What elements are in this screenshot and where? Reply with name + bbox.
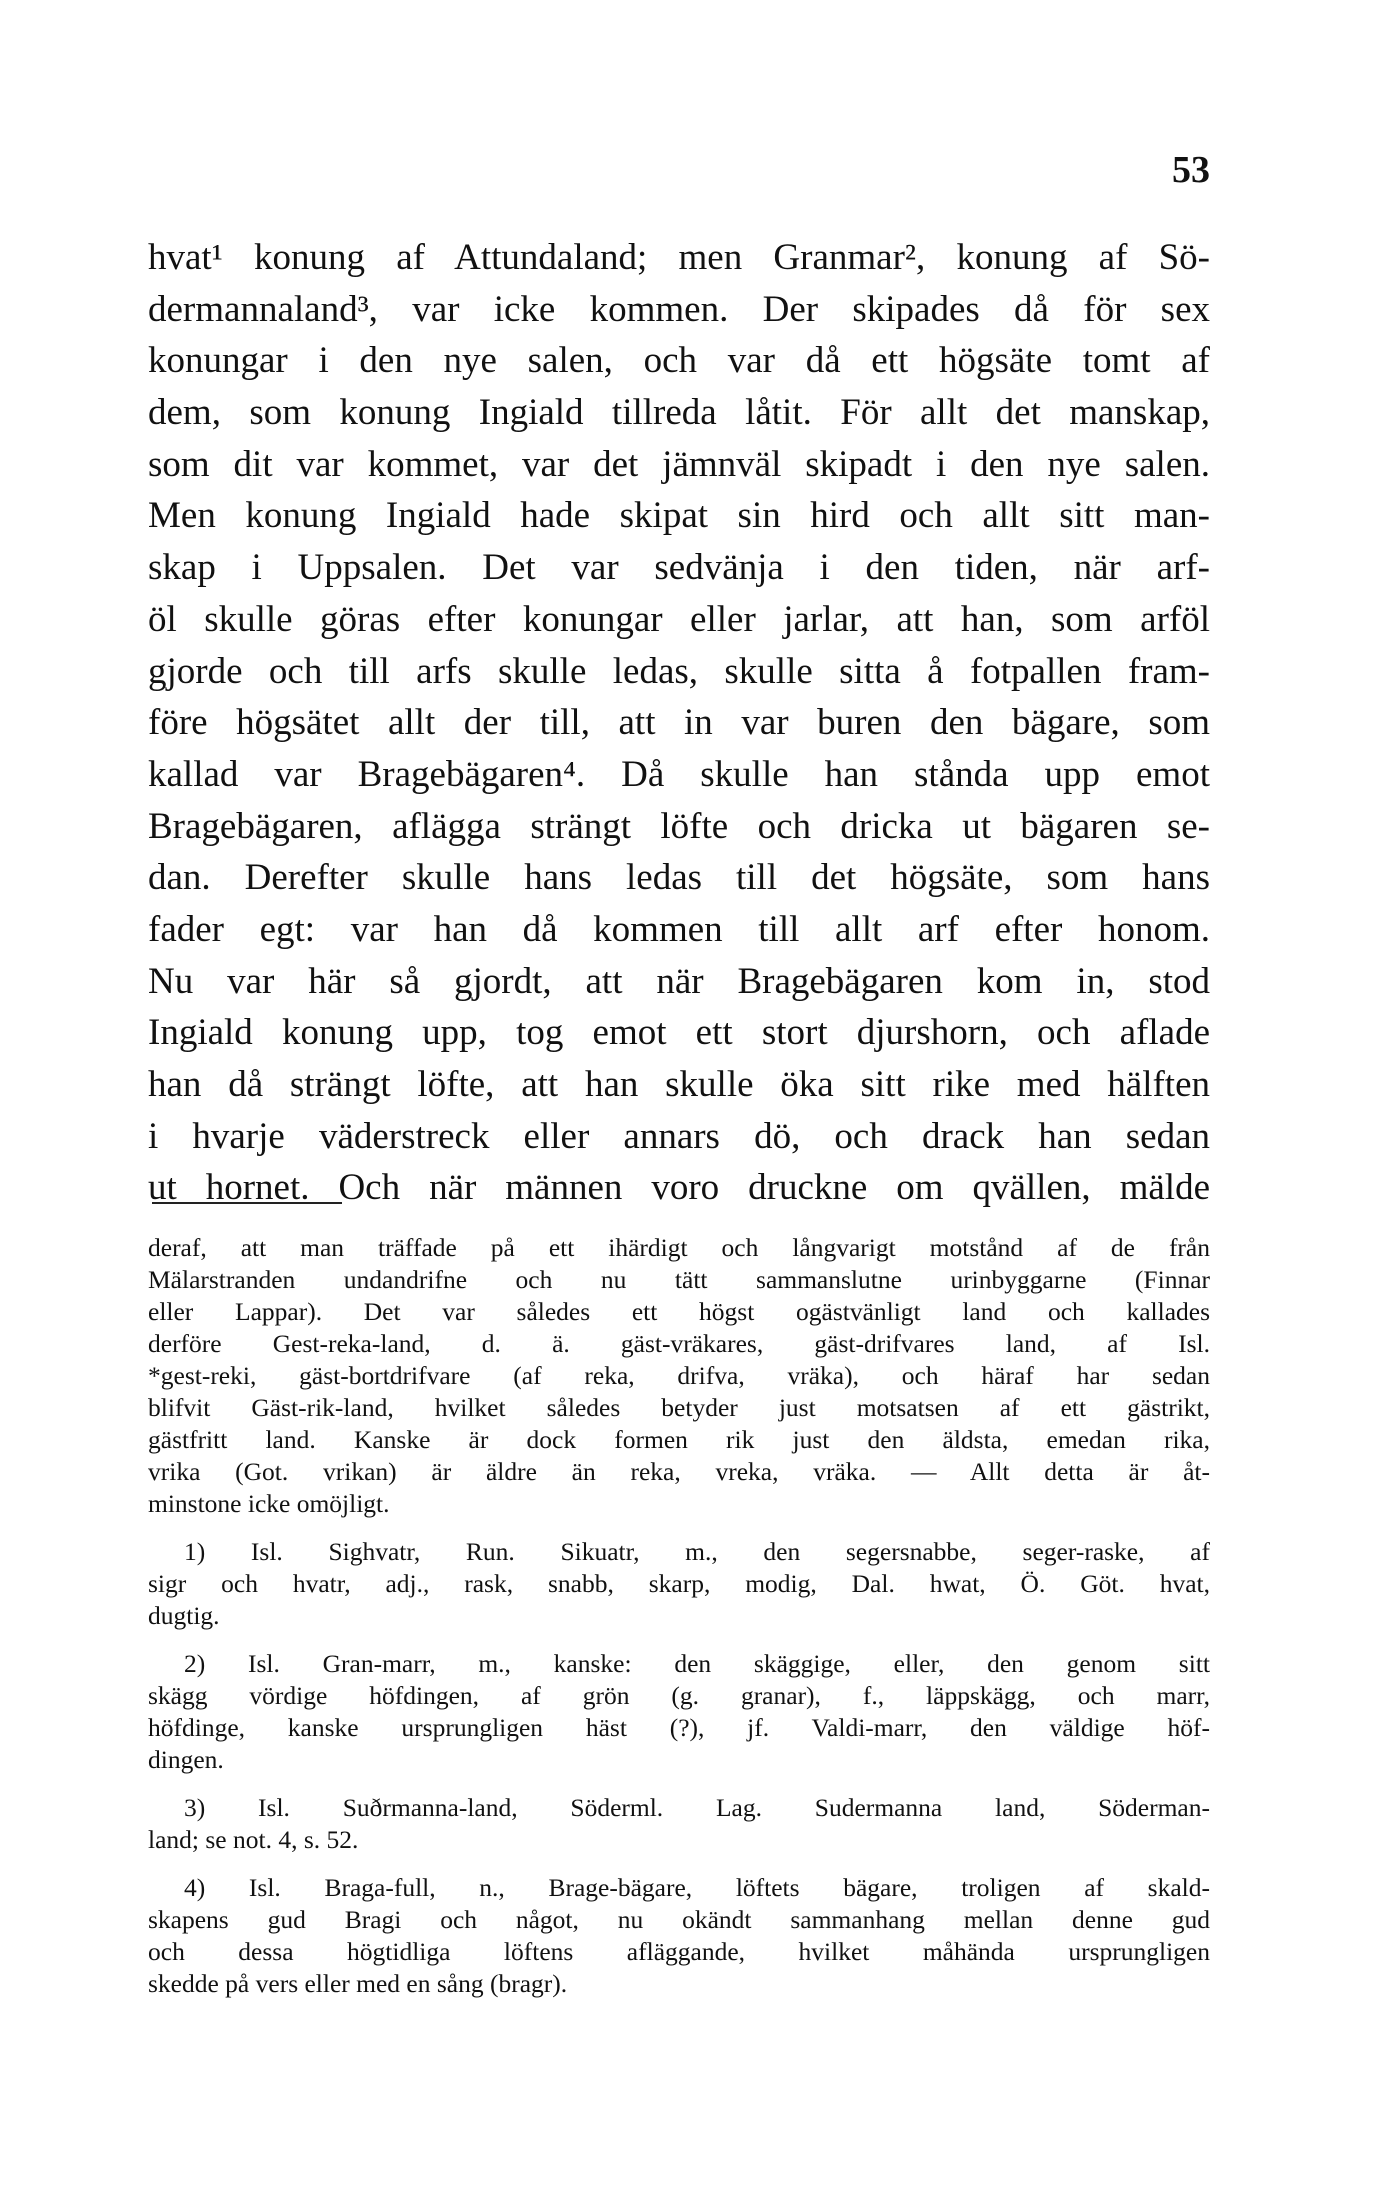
note-line: 2) Isl. Gran-marr, m., kanske: den skäggige, eller, den genom sitt bbox=[184, 1649, 1210, 1678]
note-line: minstone icke omöjligt. bbox=[148, 1489, 390, 1518]
page-number: 53 bbox=[1172, 149, 1210, 191]
text-line: fader egt: var han då kommen till allt arf efter honom. bbox=[148, 908, 1210, 950]
text-line: dermannaland³, var icke kommen. Der skipades då för sex bbox=[148, 288, 1210, 330]
text-line: Bragebägaren, aflägga strängt löfte och dricka ut bägaren se- bbox=[148, 805, 1210, 847]
note-line: eller Lappar). Det var således ett högst ogästvänligt land och kallades bbox=[148, 1297, 1210, 1326]
footnote-2 bbox=[148, 1648, 1210, 1776]
text-line: Men konung Ingiald hade skipat sin hird och allt sitt man- bbox=[148, 495, 1210, 537]
text-line: som dit var kommet, var det jämnväl skipadt i den nye salen. bbox=[148, 443, 1210, 485]
footnote-4 bbox=[148, 1872, 1210, 2000]
note-line: gästfritt land. Kanske är dock formen rik just den äldsta, emedan rika, bbox=[148, 1425, 1210, 1454]
note-line: dugtig. bbox=[148, 1601, 220, 1630]
note-line: *gest-reki, gäst-bortdrifvare (af reka, drifva, vräka), och häraf har sedan bbox=[148, 1361, 1210, 1390]
text-line: dem, som konung Ingiald tillreda låtit. För allt det manskap, bbox=[148, 392, 1210, 434]
note-line: sigr och hvatr, adj., rask, snabb, skarp, modig, Dal. hwat, Ö. Göt. hvat, bbox=[148, 1569, 1210, 1598]
note-line: höfdinge, kanske ursprungligen häst (?), jf. Valdi-marr, den väldige höf- bbox=[148, 1713, 1210, 1742]
note-line: vrika (Got. vrikan) är äldre än reka, vreka, vräka. — Allt detta är åt- bbox=[148, 1457, 1210, 1486]
text-line: i hvarje väderstreck eller annars dö, och drack han sedan bbox=[148, 1115, 1210, 1157]
text-line: Nu var här så gjordt, att när Bragebägaren kom in, stod bbox=[148, 960, 1210, 1002]
main-text bbox=[148, 232, 1210, 1214]
note-line: 1) Isl. Sighvatr, Run. Sikuatr, m., den segersnabbe, seger-raske, af bbox=[184, 1537, 1210, 1566]
footnote-1 bbox=[148, 1536, 1210, 1632]
footnotes-section bbox=[148, 1232, 1210, 2000]
footnote-divider bbox=[152, 1202, 342, 1204]
text-line: han då strängt löfte, att han skulle öka sitt rike med hälften bbox=[148, 1064, 1210, 1105]
note-line: 3) Isl. Suðrmanna-land, Söderml. Lag. Sudermanna land, Söderman- bbox=[184, 1793, 1210, 1822]
note-line: och dessa högtidliga löftens afläggande, hvilket måhända ursprungligen bbox=[148, 1937, 1210, 1966]
note-line: derföre Gest-reka-land, d. ä. gäst-vräkares, gäst-drifvares land, af Isl. bbox=[148, 1329, 1210, 1358]
note-line: skapens gud Bragi och något, nu okändt sammanhang mellan denne gud bbox=[148, 1905, 1210, 1934]
note-line: land; se not. 4, s. 52. bbox=[148, 1825, 359, 1854]
note-line: Mälarstranden undandrifne och nu tätt sammanslutne urinbyggarne (Finnar bbox=[148, 1265, 1210, 1294]
text-line: dan. Derefter skulle hans ledas till det högsäte, som hans bbox=[148, 857, 1210, 899]
book-page bbox=[148, 0, 1210, 2188]
text-line: kallad var Bragebägaren⁴. Då skulle han stånda upp emot bbox=[148, 753, 1210, 795]
footnote-3 bbox=[148, 1792, 1210, 1856]
text-line: gjorde och till arfs skulle ledas, skulle sitta å fotpallen fram- bbox=[148, 650, 1210, 692]
continued-note bbox=[148, 1232, 1210, 1520]
note-line: skedde på vers eller med en sång (bragr). bbox=[148, 1969, 568, 1998]
text-line: Ingiald konung upp, tog emot ett stort djurshorn, och aflade bbox=[148, 1012, 1210, 1054]
note-line: deraf, att man träffade på ett ihärdigt och långvarigt motstånd af de från bbox=[148, 1233, 1210, 1262]
text-line: öl skulle göras efter konungar eller jarlar, att han, som arföl bbox=[148, 598, 1210, 640]
note-line: blifvit Gäst-rik-land, hvilket således betyder just motsatsen af ett gästrikt, bbox=[148, 1393, 1210, 1422]
note-line: 4) Isl. Braga-full, n., Brage-bägare, löftets bägare, troligen af skald- bbox=[184, 1873, 1210, 1902]
text-line: före högsätet allt der till, att in var buren den bägare, som bbox=[148, 702, 1210, 744]
text-line: hvat¹ konung af Attundaland; men Granmar², konung af Sö- bbox=[148, 237, 1210, 278]
text-line: ut hornet. Och när männen voro druckne om qvällen, mälde bbox=[148, 1167, 1210, 1209]
text-line: konungar i den nye salen, och var då ett högsäte tomt af bbox=[148, 340, 1210, 382]
text-line: skap i Uppsalen. Det var sedvänja i den tiden, när arf- bbox=[148, 547, 1210, 589]
note-line: dingen. bbox=[148, 1745, 224, 1774]
note-line: skägg vördige höfdingen, af grön (g. granar), f., läppskägg, och marr, bbox=[148, 1681, 1210, 1710]
